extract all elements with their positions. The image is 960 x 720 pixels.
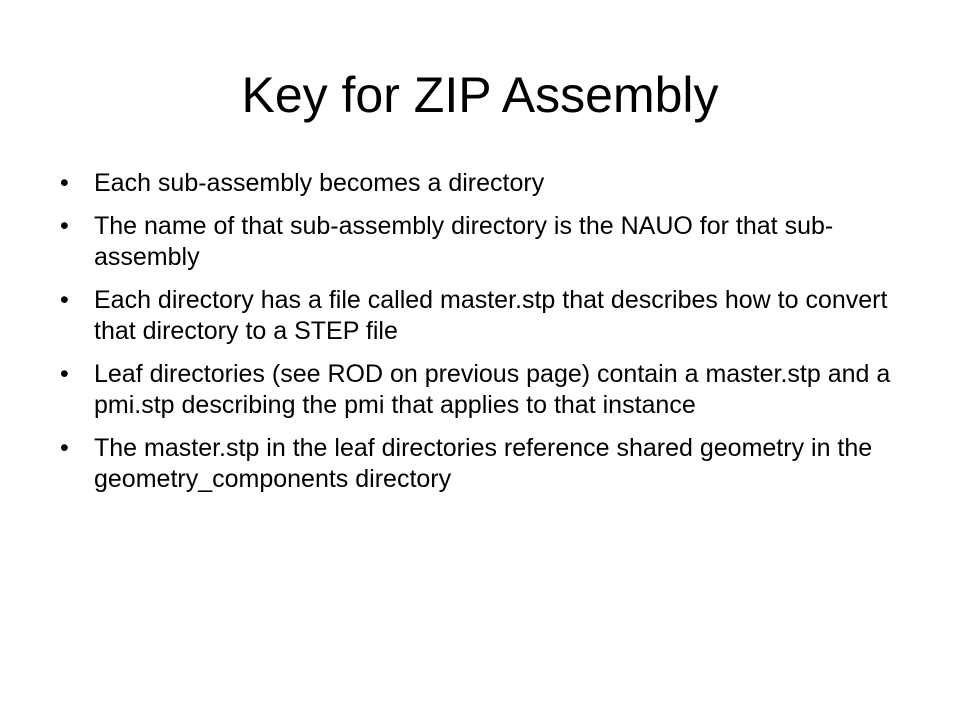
slide-title: Key for ZIP Assembly bbox=[241, 67, 719, 123]
bullet-icon: • bbox=[60, 212, 69, 240]
bullet-text: Each sub-assembly becomes a directory bbox=[94, 169, 545, 197]
bullet-icon: • bbox=[60, 360, 69, 388]
bullet-item bbox=[60, 433, 900, 495]
bullet-text: Each directory has a file called master.stp that describes how to convert that directory to a STEP file bbox=[94, 286, 888, 345]
bullet-text: The name of that sub-assembly directory is the NAUO for that sub-assembly bbox=[94, 212, 834, 271]
bullet-item bbox=[60, 285, 900, 347]
bullet-icon: • bbox=[60, 286, 69, 314]
bullet-icon: • bbox=[60, 434, 69, 462]
bullet-item bbox=[60, 359, 900, 421]
bullet-item bbox=[60, 168, 900, 199]
bullet-text: The master.stp in the leaf directories reference shared geometry in the geometry_components directory bbox=[94, 434, 873, 493]
bullet-icon: • bbox=[60, 169, 69, 197]
bullet-list bbox=[60, 168, 900, 507]
bullet-item bbox=[60, 211, 900, 273]
bullet-text: Leaf directories (see ROD on previous page) contain a master.stp and a pmi.stp describing the pmi that applies to that instance bbox=[94, 360, 891, 419]
